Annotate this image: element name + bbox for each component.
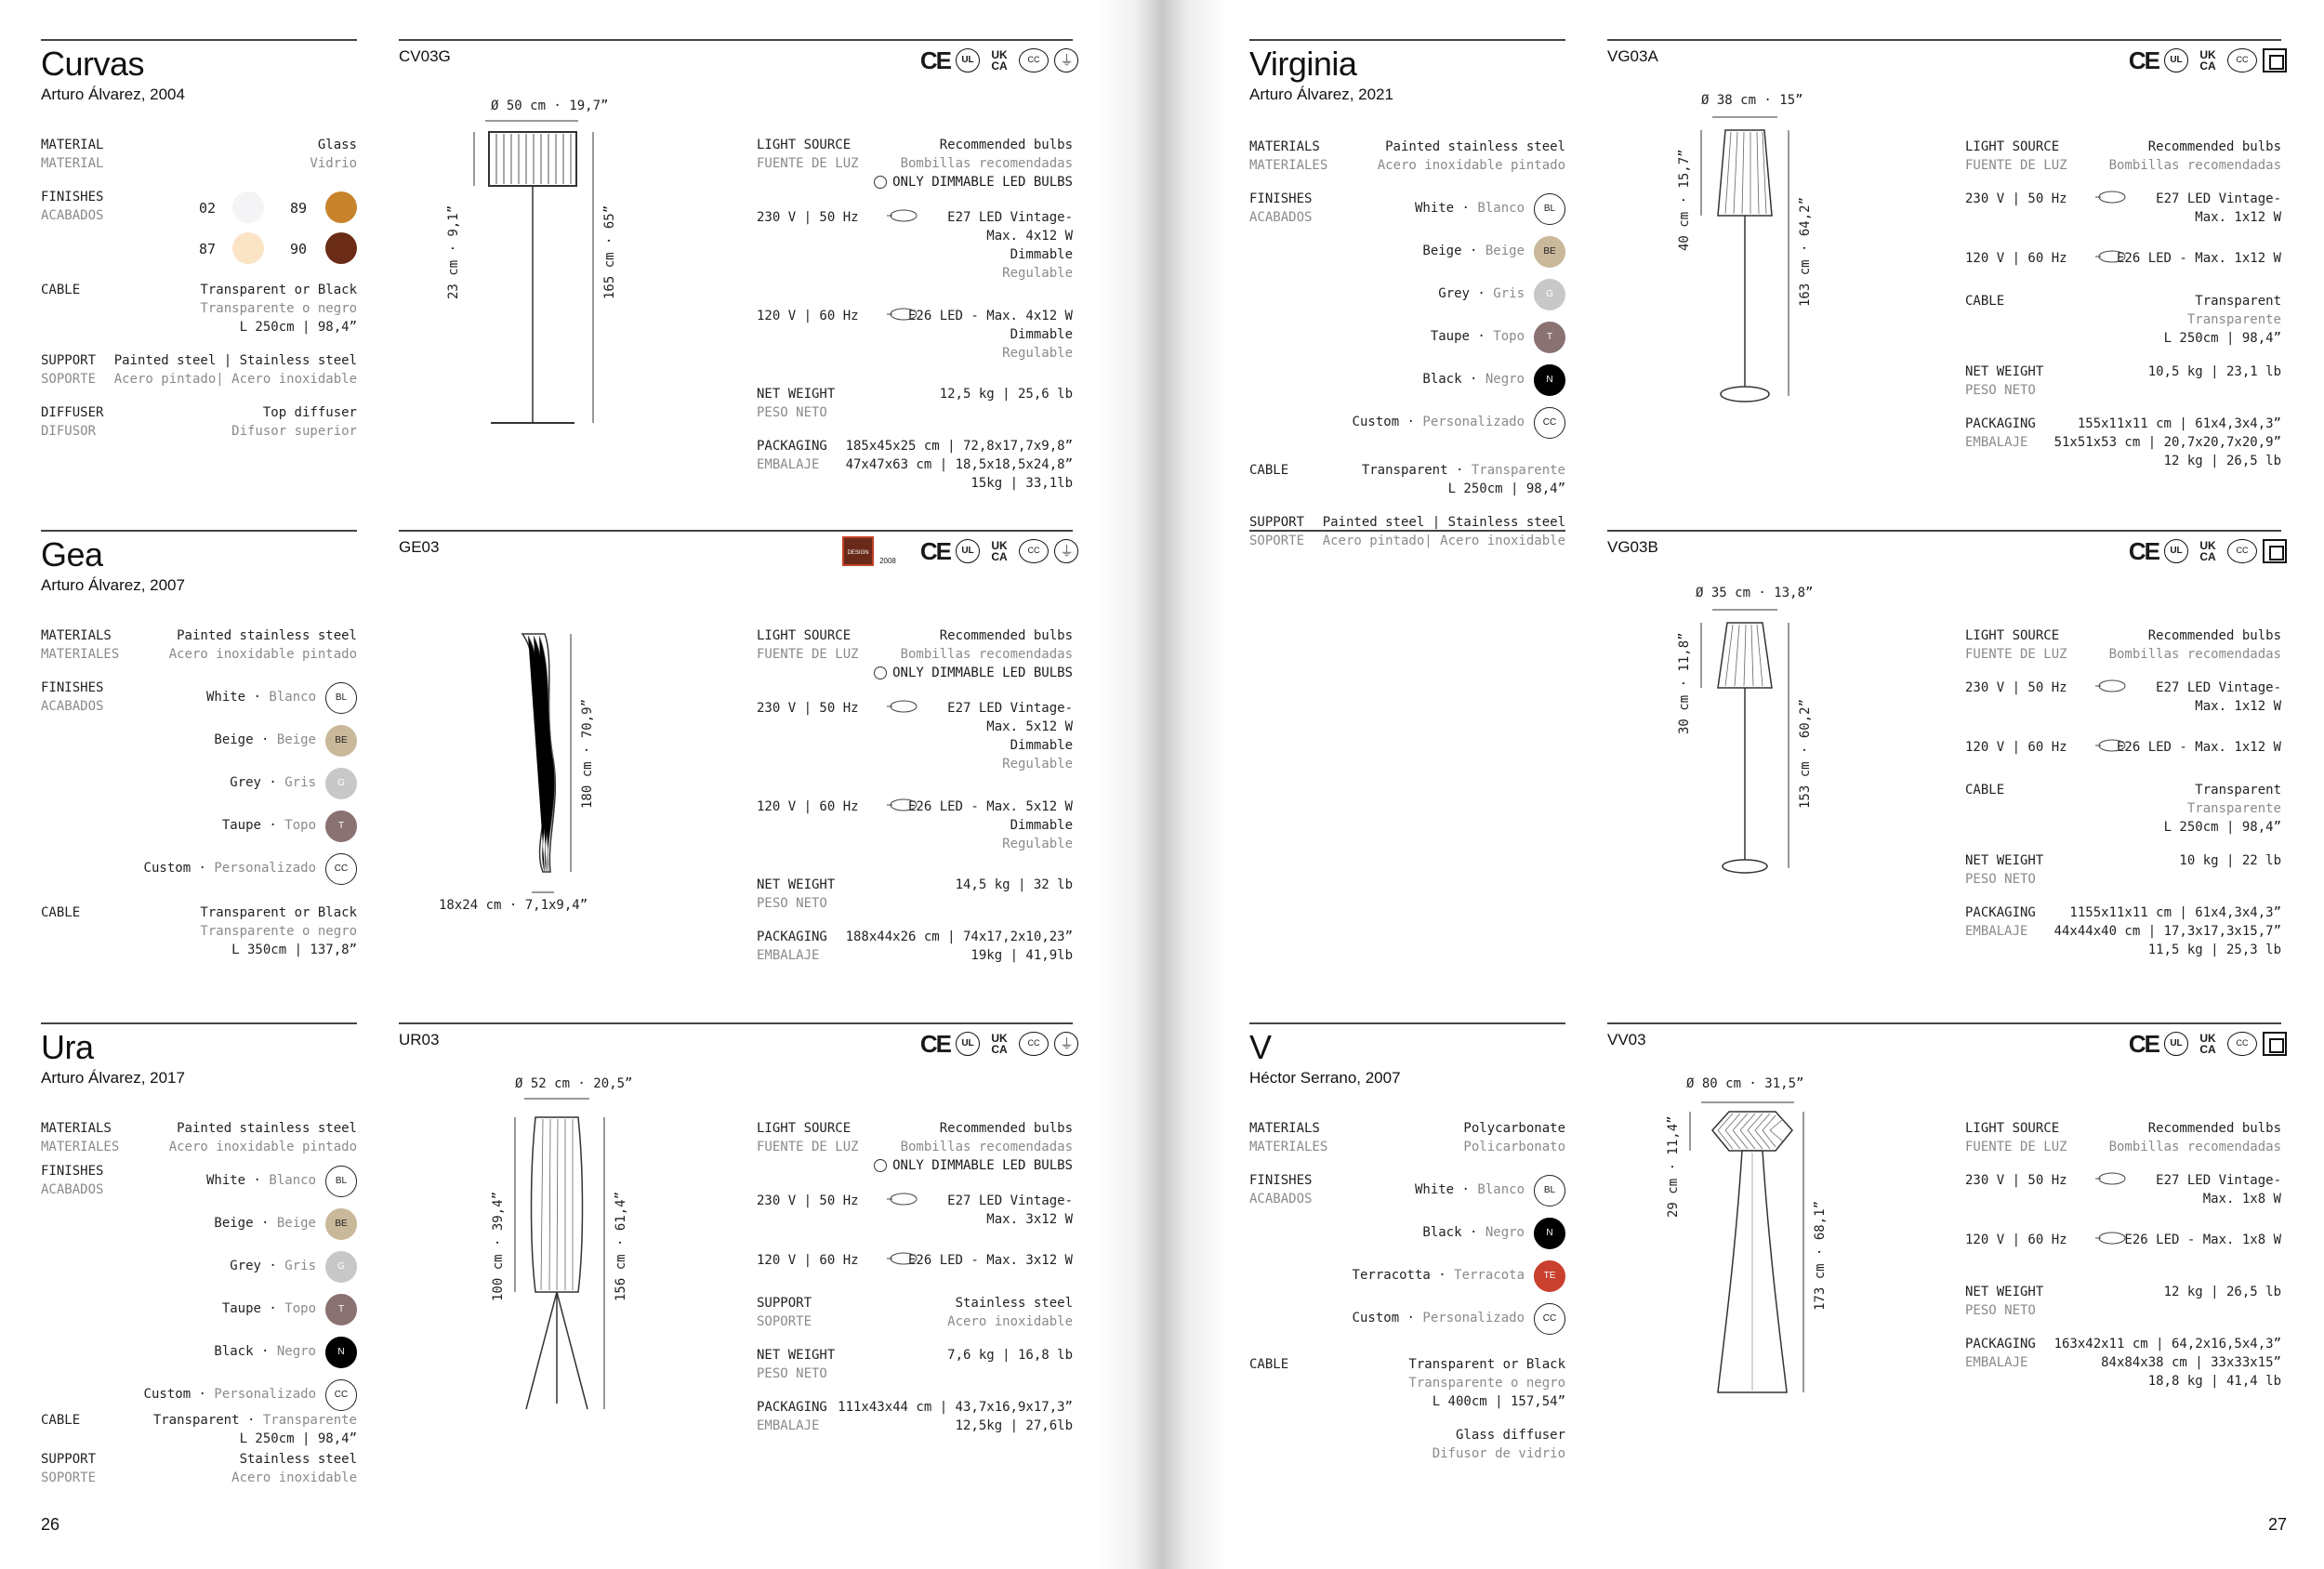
dim-height: 180 cm · 70,9” bbox=[580, 698, 595, 809]
voltage-120-row: 120 V | 60 Hz E26 LED - Max. 5x12 W Dimmable Regulable bbox=[757, 799, 1073, 851]
product-title: Virginia bbox=[1249, 45, 1357, 83]
light-source-row: LIGHT SOURCE FUENTE DE LUZ Recommended bulbs Bombillas recomendadas ONLY DIMMABLE LED BULBS bbox=[757, 1121, 1073, 1173]
right-page bbox=[1162, 0, 2324, 1569]
dim-shade-height: 29 cm · 11,4” bbox=[1666, 1115, 1681, 1218]
bulb-icon bbox=[887, 798, 920, 812]
product-code: VG03B bbox=[1607, 538, 1658, 556]
materials-row: MATERIALS MATERIALES Painted stainless steel Acero inoxidable pintado bbox=[41, 628, 357, 662]
ce-mark-icon: CE bbox=[2128, 1029, 2159, 1058]
earth-ground-icon bbox=[1054, 539, 1078, 563]
diffuser-row: DIFFUSER DIFUSOR Top diffuser Difusor superior bbox=[41, 405, 357, 439]
ce-mark-icon: CE bbox=[919, 536, 950, 565]
divider bbox=[1607, 1022, 2281, 1024]
lamp-drawing-icon bbox=[478, 1078, 664, 1450]
weight-row: NET WEIGHT PESO NETO 12 kg | 26,5 lb bbox=[1965, 1285, 2281, 1318]
finish-black: Black · Negro N bbox=[41, 1333, 357, 1376]
product-title: Ura bbox=[41, 1028, 94, 1066]
ukca-mark-icon: UK CA bbox=[2199, 48, 2216, 73]
dim-height: 153 cm · 60,2” bbox=[1798, 698, 1813, 809]
finishes-row: FINISHES ACABADOS 02 89 87 90 bbox=[41, 188, 357, 281]
finish-custom: Custom · Personalizado CC bbox=[41, 1376, 357, 1418]
voltage-120-row: 120 V | 60 Hz E26 LED - Max. 1x8 W bbox=[1965, 1233, 2281, 1247]
weight-row: NET WEIGHT PESO NETO 10,5 kg | 23,1 lb bbox=[1965, 364, 2281, 398]
technical-drawing bbox=[1668, 1078, 1984, 1469]
voltage-230-row: 230 V | 50 Hz E27 LED Vintage- Max. 3x12 W bbox=[757, 1193, 1073, 1227]
ul-mark-icon: UL bbox=[2164, 48, 2188, 73]
swatch-87 bbox=[232, 232, 264, 264]
finish-black: Black · Negro N bbox=[1249, 361, 1565, 403]
divider bbox=[1607, 530, 2281, 532]
cable-row: CABLE Transparent · Transparente L 250cm | 98,4” bbox=[1249, 463, 1565, 496]
materials-row: MATERIALS MATERIALES Polycarbonate Policarbonato bbox=[1249, 1121, 1565, 1154]
cable-row: CABLE Transparent or Black Transparente o negro L 250cm | 98,4” bbox=[41, 283, 357, 335]
dim-diameter: Ø 52 cm · 20,5” bbox=[515, 1076, 633, 1091]
product-gea bbox=[41, 530, 1078, 1013]
weight-row: NET WEIGHT PESO NETO 14,5 kg | 32 lb bbox=[757, 877, 1073, 911]
bulb-icon bbox=[887, 699, 920, 714]
material-row: MATERIAL MATERIAL Glass Vidrio bbox=[41, 138, 357, 171]
divider bbox=[399, 1022, 1073, 1024]
divider bbox=[41, 530, 357, 532]
dim-shade-height: 23 cm · 9,1” bbox=[446, 204, 461, 299]
ul-mark-icon: UL bbox=[2164, 539, 2188, 563]
voltage-230-row: 230 V | 50 Hz E27 LED Vintage- Max. 5x12 W Dimmable Regulable bbox=[757, 701, 1073, 771]
divider bbox=[1249, 530, 1565, 532]
certification-marks bbox=[920, 46, 1078, 74]
weight-row: NET WEIGHT PESO NETO 12,5 kg | 25,6 lb bbox=[757, 387, 1073, 420]
cable-row: CABLE Transparent or Black Transparente o negro L 350cm | 137,8” bbox=[41, 905, 357, 957]
bulb-icon bbox=[887, 208, 920, 223]
voltage-120-row: 120 V | 60 Hz E26 LED - Max. 1x12 W bbox=[1965, 251, 2281, 266]
product-ura bbox=[41, 1022, 1078, 1506]
finishes-list: FINISHES ACABADOS White · Blanco BL Beige · Beige BE Grey · Gris G Taupe · Topo T Black · Negro N Custom · Personalizado CC bbox=[41, 1162, 357, 1418]
certification-marks: DESIGN AWARD 2008 CE UL UK CA CC ⏚ bbox=[842, 537, 1078, 565]
finishes-list: FINISHES ACABADOS White · Blanco BL Beige · Beige BE Grey · Gris G Taupe · Topo T Custom · Personalizado CC bbox=[41, 679, 357, 892]
dim-shade-height: 100 cm · 39,4” bbox=[491, 1191, 506, 1301]
voltage-120-row: 120 V | 60 Hz E26 LED - Max. 3x12 W bbox=[757, 1253, 1073, 1268]
product-designer: Arturo Álvarez, 2004 bbox=[41, 86, 185, 103]
dim-height: 163 cm · 64,2” bbox=[1798, 196, 1813, 307]
page-number: 26 bbox=[41, 1515, 60, 1534]
materials-row: MATERIALS MATERIALES Painted stainless steel Acero inoxidable pintado bbox=[41, 1121, 357, 1154]
certification-marks bbox=[2129, 1030, 2287, 1058]
finish-taupe: Taupe · Topo T bbox=[41, 1290, 357, 1333]
dim-diameter: Ø 50 cm · 19,7” bbox=[491, 99, 609, 113]
materials-row: MATERIALS MATERIALES Painted stainless steel Acero inoxidable pintado bbox=[1249, 139, 1565, 173]
divider bbox=[1607, 39, 2281, 41]
dim-diameter: Ø 38 cm · 15” bbox=[1701, 93, 1803, 108]
cable-row: CABLE Transparent or Black Transparente o negro L 400cm | 157,54” bbox=[1249, 1357, 1565, 1409]
voltage-230-row: 230 V | 50 Hz E27 LED Vintage- Max. 1x12 W bbox=[1965, 680, 2281, 714]
finish-white: White · Blanco BL bbox=[1249, 1171, 1565, 1214]
dim-diameter: Ø 80 cm · 31,5” bbox=[1686, 1076, 1804, 1091]
finish-grey: Grey · Gris G bbox=[41, 1247, 357, 1290]
dim-shade-height: 30 cm · 11,8” bbox=[1677, 632, 1692, 734]
support-row: SUPPORT SOPORTE Painted steel | Stainless steel Acero pintado| Acero inoxidable bbox=[1249, 515, 1565, 548]
finish-custom: Custom · Personalizado CC bbox=[1249, 1299, 1565, 1342]
class-ii-icon bbox=[2263, 539, 2287, 563]
dim-base: 18x24 cm · 7,1x9,4” bbox=[439, 898, 588, 913]
ul-mark-icon: UL bbox=[956, 48, 980, 73]
cable-row: CABLE Transparent Transparente L 250cm | 98,4” bbox=[1965, 294, 2281, 346]
finish-white: White · Blanco BL bbox=[41, 1162, 357, 1205]
light-source-row: LIGHT SOURCE FUENTE DE LUZ Recommended bulbs Bombillas recomendadas bbox=[1965, 628, 2281, 662]
finish-taupe: Taupe · Topo T bbox=[1249, 318, 1565, 361]
light-source-row: LIGHT SOURCE FUENTE DE LUZ Recommended bulbs Bombillas recomendadas ONLY DIMMABLE LED BULBS bbox=[757, 138, 1073, 190]
certification-marks bbox=[920, 1030, 1078, 1058]
product-code: GE03 bbox=[399, 538, 440, 556]
ul-mark-icon: UL bbox=[2164, 1032, 2188, 1056]
product-designer: Arturo Álvarez, 2017 bbox=[41, 1069, 185, 1087]
cc-mark-icon: CC bbox=[2227, 48, 2257, 73]
finishes-list: FINISHES ACABADOS White · Blanco BL Black · Negro N Terracotta · Terracota TE Custom · Personalizado CC bbox=[1249, 1171, 1565, 1342]
technical-drawing bbox=[446, 95, 766, 485]
finish-black: Black · Negro N bbox=[1249, 1214, 1565, 1257]
divider bbox=[1249, 1022, 1565, 1024]
voltage-230-row: 230 V | 50 Hz E27 LED Vintage- Max. 1x12 W bbox=[1965, 191, 2281, 225]
swatch-02 bbox=[232, 191, 264, 223]
product-designer: Héctor Serrano, 2007 bbox=[1249, 1069, 1401, 1087]
cable-row: CABLE Transparent · Transparente L 250cm | 98,4” bbox=[41, 1413, 357, 1446]
cc-mark-icon: CC bbox=[1019, 539, 1049, 563]
class-ii-icon bbox=[2263, 48, 2287, 73]
class-ii-icon bbox=[2263, 1032, 2287, 1056]
ukca-mark-icon: UK CA bbox=[991, 539, 1008, 563]
product-vg03a bbox=[1249, 39, 2287, 522]
bulb-icon bbox=[887, 1251, 920, 1266]
finish-terracotta: Terracotta · Terracota TE bbox=[1249, 1257, 1565, 1299]
dimmable-icon bbox=[874, 666, 887, 679]
divider bbox=[41, 39, 357, 41]
packaging-row: PACKAGING EMBALAJE 111x43x44 cm | 43,7x16,9x17,3” 12,5kg | 27,6lb bbox=[757, 1400, 1073, 1433]
weight-row: NET WEIGHT PESO NETO 7,6 kg | 16,8 lb bbox=[757, 1348, 1073, 1381]
ce-mark-icon: CE bbox=[919, 1029, 950, 1058]
bulb-icon bbox=[2095, 1231, 2129, 1246]
product-designer: Arturo Álvarez, 2007 bbox=[41, 576, 185, 594]
support-row: SUPPORT SOPORTE Stainless steel Acero inoxidable bbox=[41, 1452, 357, 1485]
earth-ground-icon bbox=[1054, 1032, 1078, 1056]
page-number: 27 bbox=[2267, 1515, 2287, 1534]
packaging-row: PACKAGING EMBALAJE 1155x11x11 cm | 61x4,3x4,3” 44x44x40 cm | 17,3x17,3x15,7” 11,5 kg | 25,3 lb bbox=[1965, 905, 2281, 957]
certification-marks bbox=[2129, 46, 2287, 74]
ul-mark-icon: UL bbox=[956, 539, 980, 563]
product-curvas bbox=[41, 39, 1078, 522]
cable-row: CABLE Transparent Transparente L 250cm | 98,4” bbox=[1965, 783, 2281, 835]
bulb-icon bbox=[2095, 1171, 2129, 1186]
ukca-mark-icon: UK CA bbox=[991, 1032, 1008, 1056]
dim-height: 173 cm · 68,1” bbox=[1813, 1200, 1828, 1311]
bulb-icon bbox=[887, 1192, 920, 1206]
technical-drawing bbox=[478, 1078, 794, 1469]
packaging-row: PACKAGING EMBALAJE 188x44x26 cm | 74x17,2x10,23” 19kg | 41,9lb bbox=[757, 930, 1073, 963]
product-title: Gea bbox=[41, 535, 103, 574]
bulb-icon bbox=[2095, 190, 2129, 204]
cc-mark-icon: CC bbox=[1019, 48, 1049, 73]
ce-mark-icon: CE bbox=[2128, 46, 2159, 74]
product-code: CV03G bbox=[399, 47, 451, 65]
design-award-icon: DESIGN AWARD bbox=[842, 536, 874, 566]
product-v bbox=[1249, 1022, 2287, 1506]
finish-taupe: Taupe · Topo T bbox=[41, 807, 357, 850]
light-source-row: LIGHT SOURCE FUENTE DE LUZ Recommended bulbs Bombillas recomendadas ONLY DIMMABLE LED BULBS bbox=[757, 628, 1073, 680]
product-vg03b bbox=[1249, 530, 2287, 1013]
voltage-230-row: 230 V | 50 Hz E27 LED Vintage- Max. 1x8 W bbox=[1965, 1173, 2281, 1206]
packaging-row: PACKAGING EMBALAJE 155x11x11 cm | 61x4,3x4,3” 51x51x53 cm | 20,7x20,7x20,9” 12 kg | 26,5 lb bbox=[1965, 416, 2281, 468]
voltage-230-row: 230 V | 50 Hz E27 LED Vintage- Max. 4x12 W Dimmable Regulable bbox=[757, 210, 1073, 281]
bulb-icon bbox=[2095, 738, 2129, 753]
finish-beige: Beige · Beige BE bbox=[41, 1205, 357, 1247]
finish-custom: Custom · Personalizado CC bbox=[41, 850, 357, 892]
ukca-mark-icon: UK CA bbox=[991, 48, 1008, 73]
dim-height: 165 cm · 65” bbox=[602, 204, 617, 299]
bulb-icon bbox=[887, 307, 920, 322]
bulb-icon bbox=[2095, 679, 2129, 693]
product-title: Curvas bbox=[41, 45, 145, 83]
finish-grey: Grey · Gris G bbox=[1249, 275, 1565, 318]
ce-mark-icon: CE bbox=[919, 46, 950, 74]
product-code: UR03 bbox=[399, 1031, 440, 1048]
light-source-row: LIGHT SOURCE FUENTE DE LUZ Recommended bulbs Bombillas recomendadas bbox=[1965, 1121, 2281, 1154]
ul-mark-icon: UL bbox=[956, 1032, 980, 1056]
finish-white: White · Blanco BL bbox=[41, 679, 357, 721]
support-row: SUPPORT SOPORTE Painted steel | Stainless steel Acero pintado| Acero inoxidable bbox=[41, 353, 357, 387]
product-code: VV03 bbox=[1607, 1031, 1646, 1048]
dim-height: 156 cm · 61,4” bbox=[614, 1191, 628, 1301]
diffuser-row: Glass diffuser Difusor de vidrio bbox=[1432, 1428, 1565, 1461]
technical-drawing bbox=[1668, 586, 1984, 976]
technical-drawing bbox=[1668, 93, 1984, 483]
finishes-list: FINISHES ACABADOS White · Blanco BL Beige · Beige BE Grey · Gris G Taupe · Topo T Black · Negro N Custom · Personalizado CC bbox=[1249, 190, 1565, 446]
dim-diameter: Ø 35 cm · 13,8” bbox=[1696, 586, 1814, 600]
finish-grey: Grey · Gris G bbox=[41, 764, 357, 807]
light-source-row: LIGHT SOURCE FUENTE DE LUZ Recommended bulbs Bombillas recomendadas bbox=[1965, 139, 2281, 173]
weight-row: NET WEIGHT PESO NETO 10 kg | 22 lb bbox=[1965, 853, 2281, 887]
support-row: SUPPORT SOPORTE Stainless steel Acero inoxidable bbox=[757, 1296, 1073, 1329]
ce-mark-icon: CE bbox=[2128, 536, 2159, 565]
finish-beige: Beige · Beige BE bbox=[41, 721, 357, 764]
cc-mark-icon: CC bbox=[2227, 539, 2257, 563]
cc-mark-icon: CC bbox=[2227, 1032, 2257, 1056]
dim-shade-height: 40 cm · 15,7” bbox=[1677, 149, 1692, 251]
ukca-mark-icon: UK CA bbox=[2199, 539, 2216, 563]
voltage-120-row: 120 V | 60 Hz E26 LED - Max. 1x12 W bbox=[1965, 740, 2281, 755]
certification-marks bbox=[2129, 537, 2287, 565]
dimmable-icon bbox=[874, 1159, 887, 1172]
product-designer: Arturo Álvarez, 2021 bbox=[1249, 86, 1393, 103]
product-title: V bbox=[1249, 1028, 1272, 1066]
ukca-mark-icon: UK CA bbox=[2199, 1032, 2216, 1056]
voltage-120-row: 120 V | 60 Hz E26 LED - Max. 4x12 W Dimmable Regulable bbox=[757, 309, 1073, 361]
bulb-icon bbox=[2095, 249, 2129, 264]
earth-ground-icon bbox=[1054, 48, 1078, 73]
cc-mark-icon: CC bbox=[1019, 1032, 1049, 1056]
divider bbox=[399, 39, 1073, 41]
packaging-row: PACKAGING EMBALAJE 185x45x25 cm | 72,8x17,7x9,8” 47x47x63 cm | 18,5x18,5x24,8” 15kg | 33,1lb bbox=[757, 439, 1073, 491]
swatch-89 bbox=[325, 191, 357, 223]
technical-drawing bbox=[439, 623, 803, 1013]
dimmable-icon bbox=[874, 176, 887, 189]
finish-custom: Custom · Personalizado CC bbox=[1249, 403, 1565, 446]
swatch-90 bbox=[325, 232, 357, 264]
packaging-row: PACKAGING EMBALAJE 163x42x11 cm | 64,2x16,5x4,3” 84x84x38 cm | 33x33x15” 18,8 kg | 41,4 lb bbox=[1965, 1337, 2281, 1389]
finish-beige: Beige · Beige BE bbox=[1249, 232, 1565, 275]
finish-white: White · Blanco BL bbox=[1249, 190, 1565, 232]
product-code: VG03A bbox=[1607, 47, 1658, 65]
divider bbox=[399, 530, 1073, 532]
divider bbox=[41, 1022, 357, 1024]
